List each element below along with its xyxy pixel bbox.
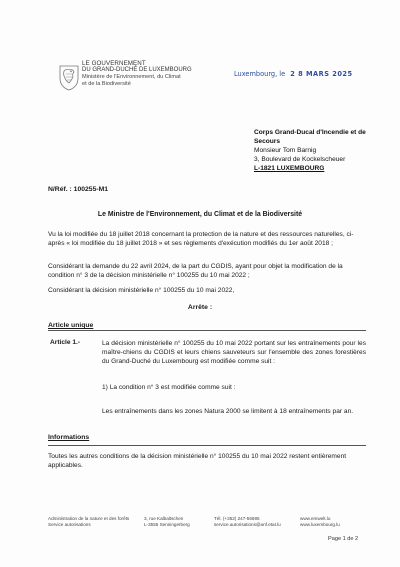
recipient-address (254, 128, 366, 173)
gov-line-4: et de la Biodiversité (82, 81, 131, 87)
recipient-line-1: Corps Grand-Ducal d'Incendie et de (254, 129, 366, 136)
date-stamp: 2 8 MARS 2025 (290, 70, 353, 78)
recipient-line-2: Secours (254, 138, 281, 145)
date-line (234, 70, 353, 78)
footer-admin-line-1: Administration de la nature et des forêts (48, 516, 130, 521)
minister-title: Le Ministre de l'Environnement, du Climat et de la Biodiversité (97, 211, 303, 218)
date-place: Luxembourg, le (234, 70, 286, 78)
government-heading (82, 60, 192, 88)
footer-column-address (144, 516, 190, 528)
gov-line-3: Ministère de l'Environnement, du Climat (82, 74, 181, 80)
arrete-heading: Arrête : (187, 304, 213, 311)
recipient-line-5: L-1821 LUXEMBOURG (254, 165, 325, 172)
gov-line-1: LE GOUVERNEMENT (82, 60, 146, 67)
article-unique-heading: Article unique (48, 322, 94, 329)
section-divider (48, 330, 366, 331)
footer-column-admin (48, 516, 129, 528)
informations-text: Toutes les autres conditions de la décision ministérielle n° 100255 du 10 mai 2022 restent entièrement applicables. (48, 453, 347, 469)
footer-admin-line-2: Service autorisations (48, 522, 91, 527)
section-divider (48, 445, 366, 446)
recipient-line-4: 3, Boulevard de Kockelscheuer (254, 156, 346, 163)
article-body-3: Les entraînements dans les zones Natura 2000 se limitent à 18 entraînements par an. (102, 408, 354, 415)
article-label: Article 1.- (50, 339, 81, 346)
reference-number: N/Réf. : 100255-M1 (48, 186, 109, 193)
informations-heading: Informations (48, 434, 90, 441)
footer-phone: Tél. (+352) 247-56695 (214, 516, 260, 521)
footer-address-line-1: 3, rue Kalbaltschen (144, 516, 184, 521)
footer-address-line-2: L-3555 Senningerberg (144, 522, 190, 527)
footer-web-2: www.luxembourg.lu (300, 522, 340, 527)
footer-web-1: www.emwelt.lu (300, 516, 331, 521)
recipient-line-3: Monsieur Tom Barnig (254, 147, 317, 154)
footer-email: service.autorisations@anf.etat.lu (214, 522, 281, 527)
footer-column-web (300, 516, 340, 528)
gov-line-2: DU GRAND-DUCHÉ DE LUXEMBOURG (82, 67, 192, 73)
footer-column-contact (214, 516, 281, 528)
paragraph-considerant-demande: Considérant la demande du 22 avril 2024, de la part du CGDIS, ayant pour objet la modification de la condition n° 3 de la décision ministérielle n° 100255 du 10 mai 2022 ; (48, 263, 343, 279)
page-number: Page 1 de 2 (328, 536, 359, 542)
paragraph-vu: Vu la loi modifiée du 18 juillet 2018 concernant la protection de la nature et des ressources naturelles, ci-après « loi modifiée du 18 juillet 2018 » et ses règlements d'exécution modifiés du 1er août 2018 ; (48, 231, 354, 247)
paragraph-considerant-decision: Considérant la décision ministérielle n° 100255 du 10 mai 2022, (48, 287, 235, 294)
article-body-2: 1) La condition n° 3 est modifiée comme suit : (102, 384, 236, 391)
lion-crest-icon (56, 62, 82, 92)
article-body-1: La décision ministérielle n° 100255 du 10 mai 2022 portant sur les entraînements pour les maître-chiens du CGDIS et leurs chiens sauveteurs sur l'ensemble des zones forestières du Grand-Duché du Luxembourg est modifiée comme suit : (102, 340, 366, 365)
